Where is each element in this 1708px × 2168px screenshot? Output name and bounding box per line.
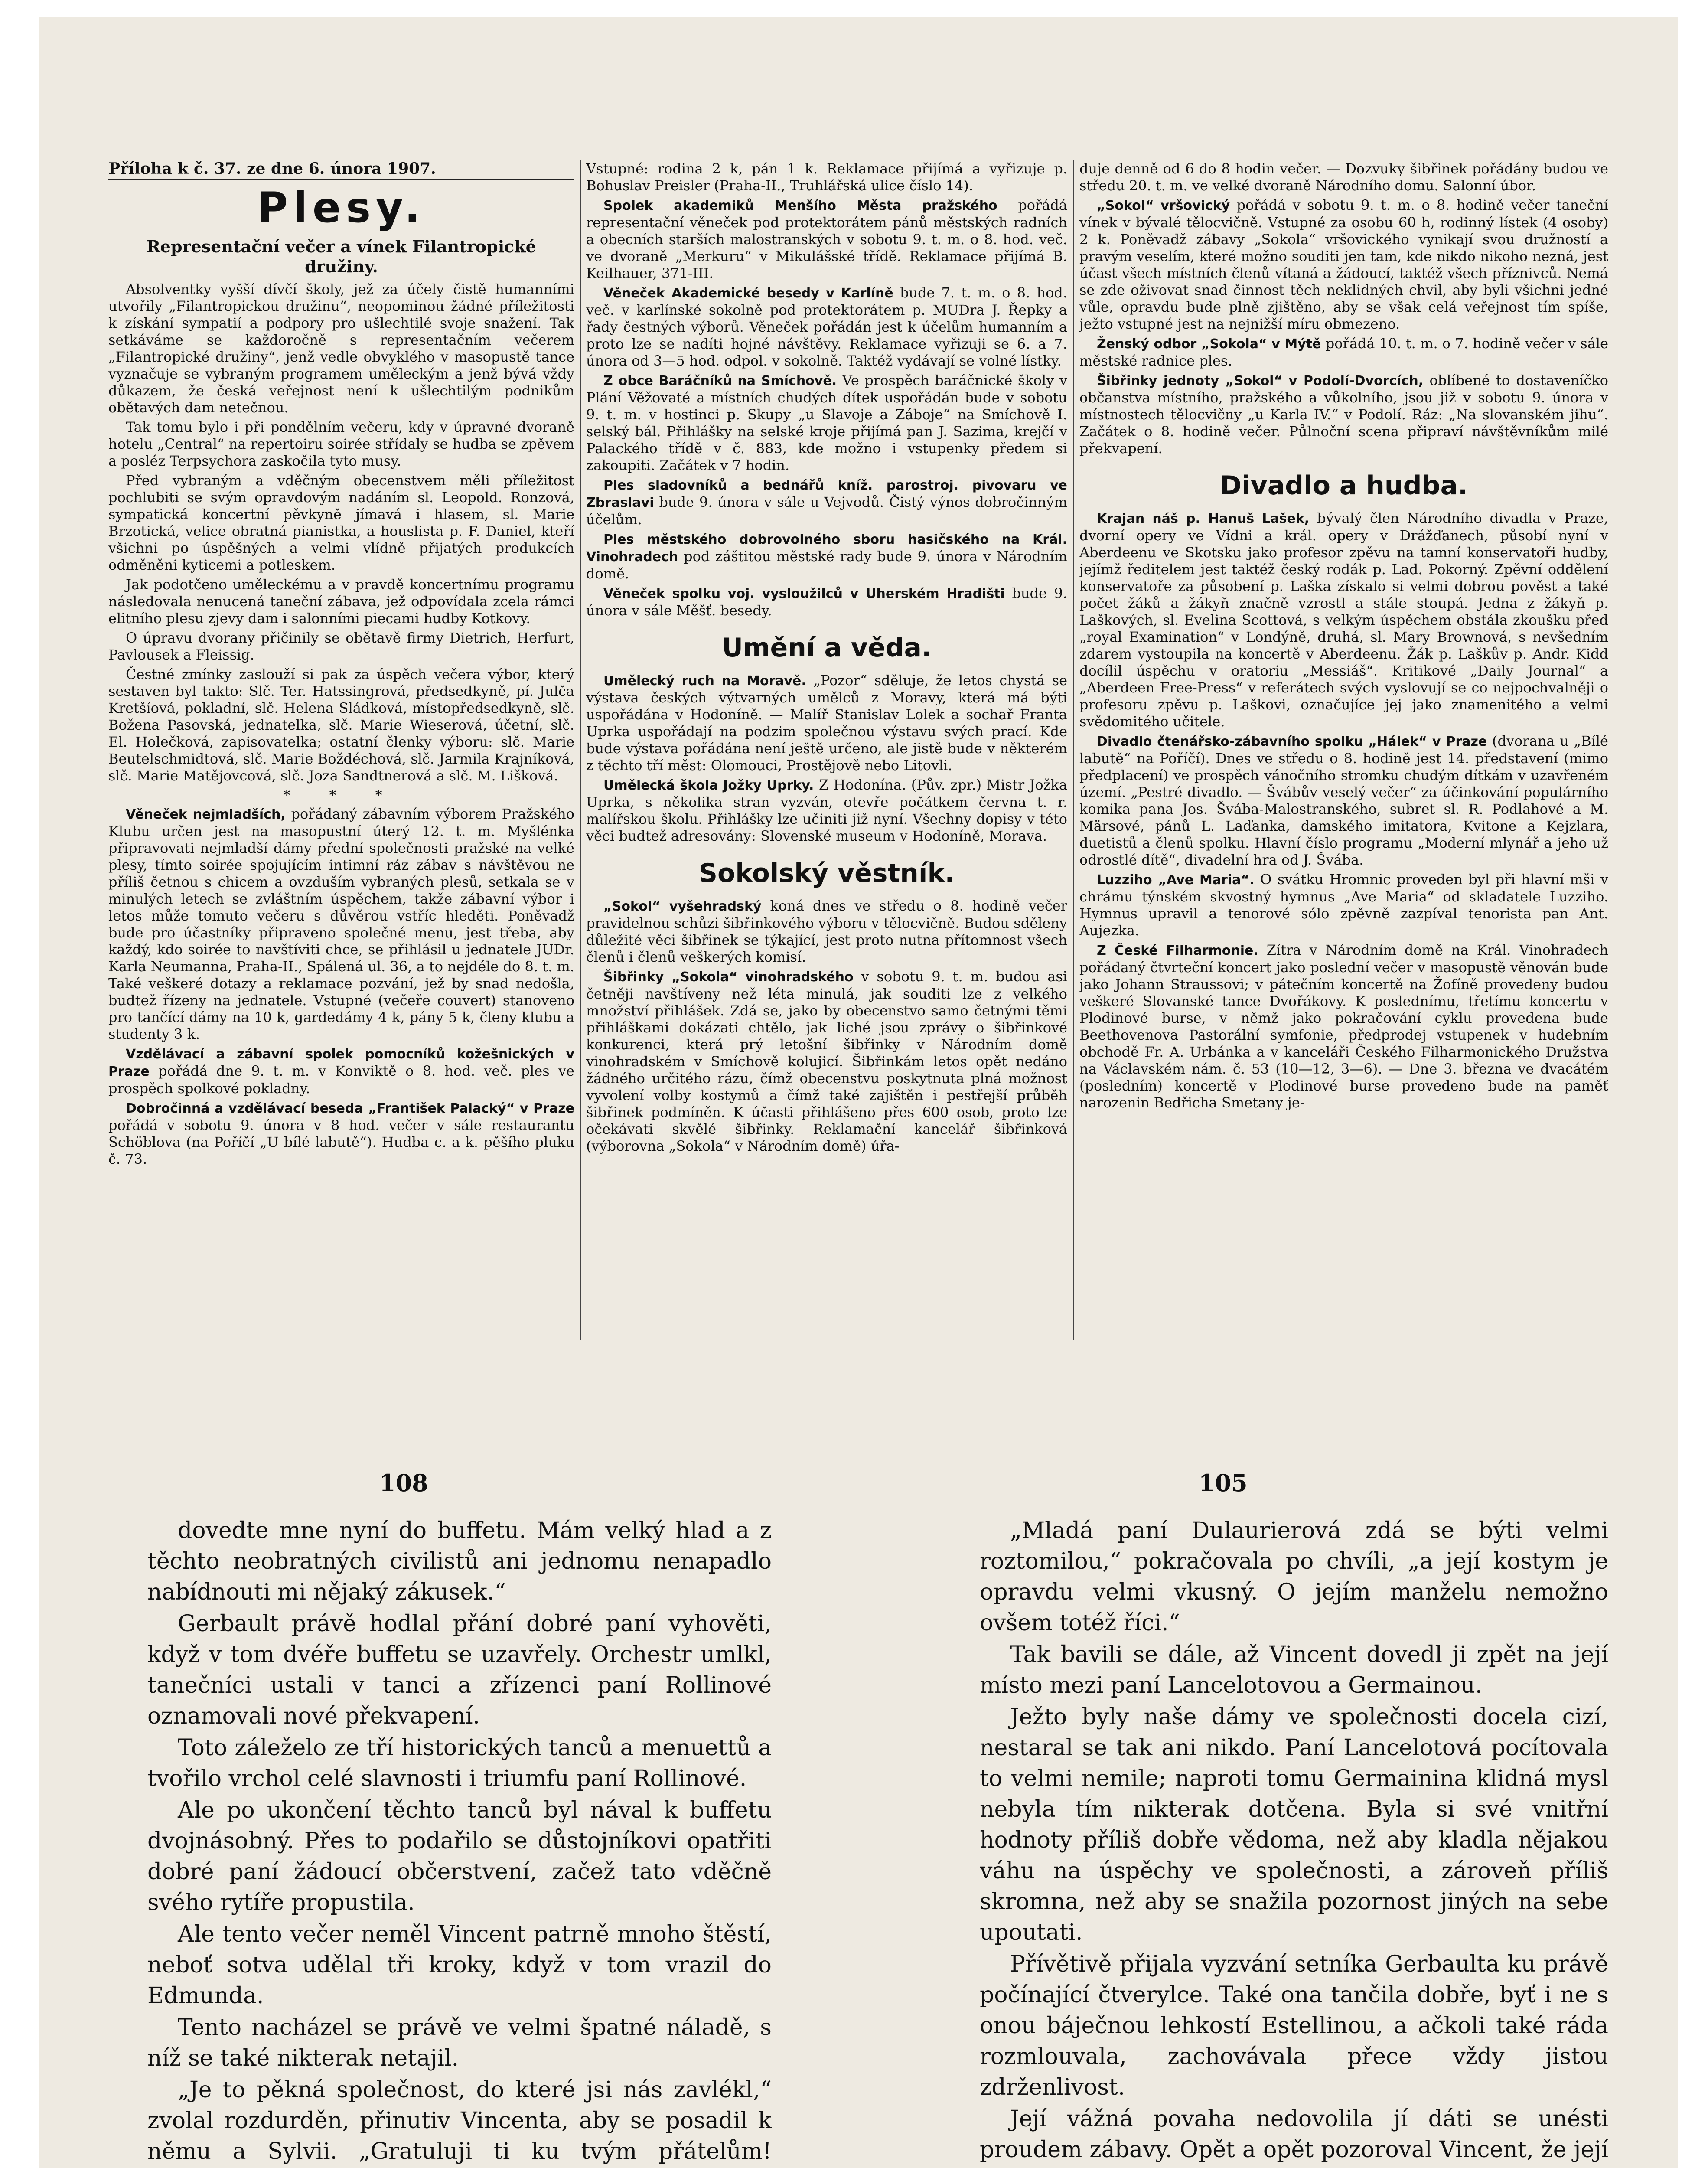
notice-paragraph: [586, 531, 1067, 582]
notice-lead: Ples městského dobrovolného sboru hasičského na Král. Vinohradech: [586, 532, 1067, 565]
article-paragraph: Jak podotčeno uměleckému a v pravdě koncertnímu programu následovala nenucená taneční zábava, jež odpovídala zcela rámci elitního plesu zjevy dam i salonními piecami hudby Kotkovy.: [108, 576, 574, 627]
notice-lead: Krajan náš p. Hanuš Lašek,: [1097, 511, 1310, 526]
notice-text: bude 9. února v sále u Vejvodů. Čistý výnos dobročinným účelům.: [586, 494, 1067, 528]
notice-paragraph: [1079, 510, 1608, 730]
notice-paragraph: [586, 284, 1067, 369]
notice-paragraph: [586, 372, 1067, 474]
novel-paragraph: „Je to pěkná společnost, do které jsi nás zavlékl,“ zvolal rozdurděn, přinutiv Vincenta, aby se posadil k němu a Sylvii. „Gratuluji ti ku tvým přátelům!: [147, 2077, 772, 2165]
section-title-umeni: Umění a věda.: [722, 633, 932, 663]
notice-paragraph: [1079, 871, 1608, 939]
notice-lead: „Sokol“ vyšehradský: [603, 899, 762, 914]
article-paragraph: O úpravu dvorany přičinily se obětavě firmy Dietrich, Herfurt, Pavlousek a Fleissig.: [108, 630, 574, 663]
notice-text: duje denně od 6 do 8 hodin večer. — Dozvuky šibřinek pořádány budou ve středu 20. t. m. ve velké dvoraně Národního domu. Salonní úbor.: [1079, 160, 1608, 194]
notice-paragraph: [586, 477, 1067, 528]
notice-paragraph: [586, 585, 1067, 619]
notice-lead: Umělecká škola Jožky Uprky.: [603, 778, 814, 793]
notice-lead: Dobročinná a vzdělávací beseda „František Palacký“ v Praze: [126, 1101, 574, 1116]
notice-lead: Divadlo čtenářsko-zábavního spolku „Hálek“ v Praze: [1097, 734, 1487, 749]
notice-paragraph: [586, 672, 1067, 774]
sokol-notices: [586, 898, 1067, 1155]
notice-paragraph: [586, 197, 1067, 282]
notice-text: bývalý člen Národního divadla v Praze, dvorní opery ve Vídni a král. opery v Drážďanech, působí nyní v Aberdeenu ve Skotsku jako profesor zpěvu na tamní konservatoři hudby, jejímž ředitelem jest taktéž český rodák p. Lad. Pokorný. Zpěvní oddělení konservatoře za působení p. Laška získalo si velmi dobrou pověst a také počet žáků a žákyň značně vzrostl a stále stoupá. Jedna z žákyň p. Laškových, sl. Evelina Scottová, s velkým úspěchem obstála zkoušku před „royal Examination“ v Londýně, druhá, sl. Mary Brownová, s nevšedním zdarem vystoupila na koncertě v Aberdeenu. Žák p. Laškův p. Andr. Kidd docílil úspěchu v oratoriu „Messiáš“. Kritikové „Daily Journal“ a „Aberdeen Free-Press“ v referátech svých vyslovují se co nejpochvalněji o profesoru zpěvu p. Laškovi, označujíce jej jako znamenitého a velmi svědomitého učitele.: [1079, 510, 1608, 730]
novel-paragraph: dovedte mne nyní do buffetu. Mám velký hlad a z těchto neobratných civilistů ani jednomu nenapadlo nabídnouti mi nějaký zákusek.“: [147, 1518, 772, 1605]
novel-paragraph: Gerbault právě hodlal přání dobré paní vyhověti, když v tom dvéře buffetu se uzavřely. Orchestr umlkl, tanečníci ustali v tanci a zřízenci paní Rollinové oznamovali nové překvapení.: [147, 1611, 772, 1729]
novel-right-column: [980, 1515, 1608, 2168]
notice-paragraph: [1079, 733, 1608, 869]
notice-text: pořádá 10. t. m. o 7. hodině večer v sále městské radnice ples.: [1079, 335, 1608, 369]
notice-text: „Pozor“ sděluje, že letos chystá se výstava českých výtvarných umělců z Moravy, která má býti uspořádána v Hodoníně. — Malíř Stanislav Lolek a sochař Franta Uprka uspořádají na podzim společnou výstavu svých prací. Kde bude výstava pořádána není ještě určeno, ale jistě bude v některém z těchto tří měst: Olomouci, Prostějově nebo Litovli.: [586, 672, 1067, 774]
notice-paragraph: [586, 968, 1067, 1155]
scanned-newspaper-page: [39, 17, 1678, 2168]
plesy-items: [108, 806, 574, 1168]
section-title-plesy: Plesy.: [257, 183, 426, 232]
ball-notices: [586, 160, 1067, 619]
notice-text: Z Hodonína. (Pův. zpr.) Mistr Jožka Uprka, s několika stran vyzván, otevře počátkem června t. r. malířskou školu. Přihlášky lze učiniti již nyní. Všechny dopisy v této věci budtež adresovány: Slovenské museum v Hodoníně, Morava.: [586, 777, 1067, 844]
notice-lead: „Sokol“ vršovický: [1097, 198, 1230, 213]
notice-paragraph: [586, 777, 1067, 845]
theatre-music-notices: [1079, 510, 1608, 1111]
article-paragraph: Čestné zmínky zaslouží si pak za úspěch večera výbor, který sestaven byl takto: Slč. Ter. Hatssingrová, předsedkyně, pí. Julča Kretšíová, pokladní, slč. Helena Sládková, místopředsedkyně, slč. Božena Pasovská, jednatelka, slč. Marie Wieserová, účetní, slč. El. Holečková, zapisovatelka; ostatní členky výboru: slč. Marie Beutelschmidtová, slč. Marie Boždéchová, slč. Jarmila Krajníková, slč. Marie Matějovcová, slč. Joza Sandtnerová a slč. M. Lišková.: [108, 666, 574, 784]
notice-lead: Z České Filharmonie.: [1097, 943, 1258, 958]
notice-text: pořádaný zábavním výborem Pražského Klubu určen jest na masopustní úterý 12. t. m. Myšlénka připravovati nejmladší dámy přední společnosti pražské na velké plesy, tímto soirée spojujícím intimní ráz zábav s návštěvou ne příliš četnou s chicem a ovzduším vybraných plesů, setkala se v minulých letech se zvláštním úspěchem, takže zábavní výbor i letos může tomuto večeru s důvěrou vstříc hleděti. Poněvadž bude pro účastníky připraveno společné menu, jest třeba, aby každý, kdo soirée to navštíviti chce, se přihlásil u jednatele JUDr. Karla Neumanna, Praha-II., Spálená ul. 36, a to nejdéle do 8. t. m. Také veškeré dotazy a reklamace pozvání, jež by snad nedošla, budtež řízeny na jednatele. Vstupné (večeře couvert) stanoveno pro tančící dámy na 10 k, gardedámy 4 k, pány 5 k, členy klubu a studenty 3 k.: [108, 806, 574, 1042]
notice-paragraph: [108, 1100, 574, 1168]
notice-text: koná dnes ve středu o 8. hodině večer pravidelnou schůzi šibřinkového výboru v tělocvičně. Budou sděleny důležité věci šibřinek se týkající, jest proto nutna přítomnost všech členů i členů veškerých komisí.: [586, 898, 1067, 965]
notice-text: Zítra v Národním domě na Král. Vinohradech pořádaný čtvrteční koncert jako poslední večer v masopustě věnován bude jako Johann Straussovi; v pátečním koncertě na Žofíně provedeny budou veškeré Slovanské tance Dvořákovy. K poslednímu, třetímu koncertu v Plodinové burse, v němž jako pokračování cyklu provedena bude Beethovenova Pastorální symfonie, předprodej vstupenek v hudebním obchodě Fr. A. Urbánka a v kanceláři Českého Filharmonického Družstva na Václavském nám. č. 53 (10—12, 3—6). — Dne 3. března ve dvacátém (posledním) koncertě v Plodinové burse provedeno bude na paměť narozenin Bedřicha Smetany je-: [1079, 942, 1608, 1111]
notice-lead: Luzziho „Ave Maria“.: [1097, 872, 1255, 888]
column-rule: [580, 160, 581, 1340]
notice-lead: Ples sladovníků a bednářů kníž. parostroj. pivovaru ve Zbraslavi: [586, 478, 1067, 510]
art-science-notices: [586, 672, 1067, 845]
notice-text: bude 9. února v sále Měšť. besedy.: [586, 585, 1067, 619]
notice-text: oblíbené to dostaveníčko občanstva místního, pražského a vůkolního, jsou již v sobotu 9. února v místnostech tělocvičny „u Karla IV.“ v Podolí. Ráz: „Na slovanském jihu“. Začátek o 8. hodině večer. Půlnoční scena připraví návštěvníkům milé překvapení.: [1079, 372, 1608, 457]
notice-lead: Spolek akademiků Menšího Města pražského: [603, 198, 997, 213]
sokol-notices-cont: [1079, 160, 1608, 457]
notice-paragraph: [1079, 942, 1608, 1111]
notice-paragraph: [108, 1045, 574, 1097]
notice-paragraph: [586, 898, 1067, 966]
notice-lead: Umělecký ruch na Moravě.: [603, 673, 806, 689]
column-plesy: [108, 160, 574, 1340]
column-middle: [586, 160, 1067, 1340]
page-number-left: 108: [379, 1469, 428, 1497]
issue-header: Příloha k č. 37. ze dne 6. února 1907.: [108, 160, 574, 180]
article-paragraph: Absolventky vyšší dívčí školy, jež za účely čistě humanními utvořily „Filantropickou družinu“, neopominou žádné příležitosti k získání sympatií a podpory pro ušlechtilé svoje snažení. Tak setkáváme se každoročně s representačním večerem „Filantropické družiny“, jenž vedle obvyklého v masopustě tance vyznačuje se vybraným programem uměleckým a jenž bývá vždy důkazem, že česká veřejnost není k ušlechtilým podnikům obětavých dam netečnou.: [108, 281, 574, 416]
notice-text: pořádá representační věneček pod protektorátem pánů městských radních a obecních starších malostranských v sobotu 9. t. m. o 8. hod. več. ve dvoraně „Merkuru“ v Mikulášské třídě. Reklamace přijímá B. Keilhauer, 371-III.: [586, 197, 1067, 281]
notice-text: v sobotu 9. t. m. budou asi četněji navštíveny než léta minulá, jak souditi lze z velkého množství přihlášek. Zdá se, jako by obecenstvo samo četnými těmi přihláškami dokázati chtělo, jak liché jsou zprávy o šibřinkové konkurenci, která prý letošní šibřinky v Národním domě vinohradském v Smíchově kolujicí. Šibřinkám letos opět nedáno žádného určitého rázu, čímž obecenstvu poskytnuta plná možnost vyvolení volby kostymů a čímž také zajištěn i pestřejší průběh šibřinek podmíněn. K účasti přihlášeno přes 600 osob, proto lze očekávati skvělé šibřinky. Reklamační kancelář šibřinková (výborovna „Sokola“ v Národním domě) úřa-: [586, 968, 1067, 1154]
notice-paragraph: [1079, 160, 1608, 194]
column-rule: [1073, 160, 1074, 1340]
notice-paragraph: [108, 806, 574, 1043]
notice-lead: Z obce Baráčníků na Smíchově.: [603, 373, 837, 389]
novel-paragraph: Tento nacházel se právě ve velmi špatné náladě, s níž se také nikterak netajil.: [147, 2015, 772, 2071]
notice-text: pořádá v sobotu 9. února v 8 hod. večer v sále restaurantu Schöblova (na Poříčí „U bílé labutě“). Hudba c. a k. pěšího pluku č. 73.: [108, 1117, 574, 1167]
novel-paragraph: „Mladá paní Dulaurierová zdá se býti velmi roztomilou,“ pokračovala po chvíli, „a její kostym je opravdu velmi vkusný. O jejím manželu nemožno ovšem totéž říci.“: [980, 1518, 1608, 1636]
separator-stars: * * *: [283, 787, 400, 803]
article-paragraph: Tak tomu bylo i při pondělním večeru, kdy v úpravné dvoraně hotelu „Central“ na repertoiru soirée střídaly se hudba se zpěvem a posléz Terpsychora zaskočila tyto musy.: [108, 419, 574, 469]
notice-lead: Vzdělávací a zábavní spolek pomocníků kožešnických v Praze: [108, 1047, 574, 1079]
notice-paragraph: [1079, 372, 1608, 457]
notice-lead: Šibřinky „Sokola“ vinohradského: [603, 970, 854, 985]
novel-paragraph: Toto záleželo ze tří historických tanců a menuettů a tvořilo vrchol celé slavnosti i triumfu paní Rollinové.: [147, 1735, 772, 1792]
novel-paragraph: Tak bavili se dále, až Vincent dovedl ji zpět na její místo mezi paní Lancelotovou a Germainou.: [980, 1642, 1608, 1698]
notice-paragraph: [586, 160, 1067, 194]
notice-paragraph: [1079, 335, 1608, 369]
section-title-sokol: Sokolský věstník.: [698, 858, 955, 888]
notice-text: Vstupné: rodina 2 k, pán 1 k. Reklamace přijímá a vyřizuje p. Bohuslav Preisler (Praha-II., Truhlářská ulice číslo 14).: [586, 160, 1067, 194]
notice-text: pod záštitou městské rady bude 9. února v Národním domě.: [586, 548, 1067, 582]
notice-text: pořádá dne 9. t. m. v Konviktě o 8. hod. več. ples ve prospěch spolkové pokladny.: [108, 1063, 574, 1097]
notice-text: bude 7. t. m. o 8. hod. več. v karlínské sokolně pod protektorátem p. MUDra J. Řepky a řady čestných výborů. Věneček pořádán jest k účelům humanním a proto lze se nadíti hojné návštěvy. Reklamace vyřizuji se 6. a 7. února od 3—5 hod. odpol. v sokolně. Taktéž vydávají se volné lístky.: [586, 284, 1067, 369]
notice-text: (dvorana u „Bílé labutě“ na Poříčí). Dnes ve středu o 8. hodině jest 14. představení (mimo předplacení) ve prospěch vánočního stromku chudým dítkám v uzavřeném území. „Pestré divadlo. — Švábův veselý večer“ za účinkování populárního komika pana Jos. Švába-Malostranského, subret sl. R. Podlahové a M. Märsové, pánů L. Laďanka, damského imitatora, Kvitone a Kejzlara, duetistů a členů spolku. Hlavní číslo programu „Moderní mlynář a jeho už odrostlé dítě“, divadelní hra od J. Švába.: [1079, 733, 1608, 868]
notice-lead: Šibřinky jednoty „Sokol“ v Podolí-Dvorcích,: [1097, 373, 1424, 389]
section-title-divadlo: Divadlo a hudba.: [1220, 470, 1468, 501]
plesy-article-body: [108, 281, 574, 784]
notice-lead: Věneček nejmladších,: [126, 807, 286, 822]
novel-left-column: [147, 1515, 772, 2168]
novel-paragraph: Ale tento večer neměl Vincent patrně mnoho štěstí, neboť sotva udělal tři kroky, když v tom vrazil do Edmunda.: [147, 1921, 772, 2009]
notice-text: O svátku Hromnic proveden byl při hlavní mši v chrámu týnském skvostný hymnus „Ave Maria“ od skladatele Luzziho. Hymnus upravil a tenorové sólo zpěvně zazpíval tenorista pan Ant. Aujezka.: [1079, 871, 1608, 939]
notice-lead: Věneček spolku voj. vysloužilců v Uherském Hradišti: [603, 586, 1005, 601]
notice-text: pořádá v sobotu 9. t. m. o 8. hodině večer taneční vínek v bývalé tělocvičně. Vstupné za osobu 60 h, rodinný lístek (4 osoby) 2 k. Poněvadž zábavy „Sokola“ vršovického vynikají svou družností a pravým veselím, které možno souditi jen tam, kde nikdo nikoho nezná, jest účast všech místních členů vítaná a žádoucí, taktéž všech příznivců. Nemá se zde oživovat snad činnost těch neklidných chvil, aby byli všichni jedné vůle, opravdu bude plně zjištěno, aby se však celá veřejnost tím spíše, ježto vstupné jest na nejnižší míru obmezeno.: [1079, 197, 1608, 332]
notice-text: Ve prospěch baráčnické školy v Plání Věžovaté a místních chudých dítek uspořádán bude v sobotu 9. t. m. v hostinci p. Skupy „u Slavoje a Záboje“ na Smíchově I. selský bál. Přihlášky na selské kroje přijímá pan J. Sazima, krejčí v Palackého třídě v č. 883, kde možno i vstupenky předem si zakoupiti. Začátek v 7 hodin.: [586, 372, 1067, 473]
article-paragraph: Před vybraným a vděčným obecenstvem měli příležitost pochlubiti se svým opravdovým nadáním sl. Leopold. Ronzová, sympatická koncertní pěvkyně jímavá i hlasem, sl. Marie Brzotická, velice obratná pianistka, a houslista p. F. Daniel, kteří všichni po úspěšných a velmi vlídně přijatých produkcích odměněni kyticemi a potleskem.: [108, 472, 574, 573]
notice-lead: Ženský odbor „Sokola“ v Mýtě: [1097, 336, 1321, 352]
article-subhead: Representační večer a vínek Filantropické družiny.: [147, 237, 536, 276]
notice-paragraph: [1079, 197, 1608, 333]
column-right: [1079, 160, 1608, 1340]
page-number-right: 105: [1199, 1469, 1248, 1497]
novel-paragraph: Ale po ukončení těchto tanců byl nával k buffetu dvojnásobný. Přes to podařilo se důstojníkovi opatřiti dobré paní žádoucí občerstvení, začež tato vděčně svého rytíře propustila.: [147, 1797, 772, 1916]
novel-paragraph: Přívětivě přijala vyzvání setníka Gerbaulta ku právě počínající čtverylce. Také ona tančila dobře, byť i ne s onou báječnou lehkostí Estellinou, a ačkoli také ráda rozmlouvala, zachovávala přece vždy jistou zdrženlivost.: [980, 1951, 1608, 2100]
novel-paragraph: Ježto byly naše dámy ve společnosti docela cizí, nestaral se tak ani nikdo. Paní Lancelotová pocítovala to velmi nemile; naproti tomu Germainina klidná mysl nebyla tím nikterak dotčena. Byla si své vnitřní hodnoty příliš dobře vědoma, než aby kladla nějakou váhu na úspěchy ve společnosti, a zároveň příliš skromna, než aby se snažila pozornost jiných na sebe upoutati.: [980, 1704, 1608, 1946]
notice-lead: Věneček Akademické besedy v Karlíně: [603, 286, 893, 301]
novel-paragraph: Její vážná povaha nedovolila jí dáti se unésti proudem zábavy. Opět a opět pozoroval Vincent, že její: [980, 2106, 1608, 2163]
